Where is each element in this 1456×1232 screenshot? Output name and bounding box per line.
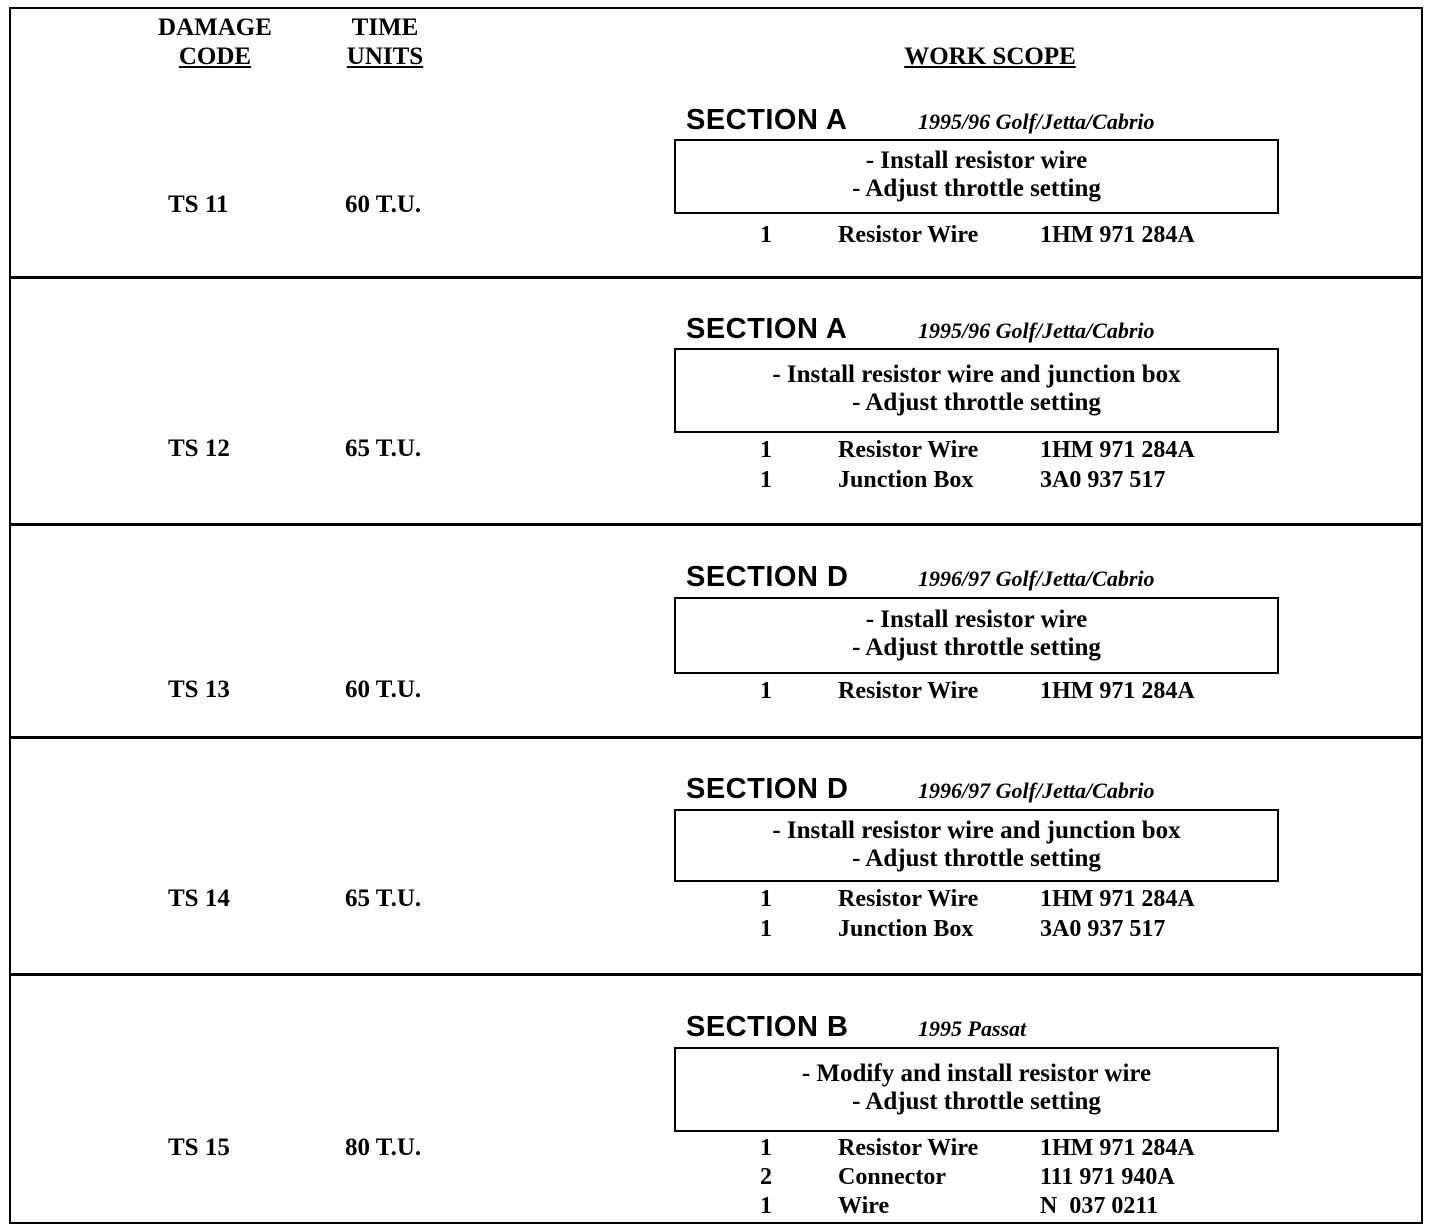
- part-qty: 1: [760, 886, 772, 912]
- section-models: 1996/97 Golf/Jetta/Cabrio: [918, 566, 1155, 591]
- section-models: 1996/97 Golf/Jetta/Cabrio: [918, 778, 1155, 803]
- part-number: 1HM 971 284A: [1040, 678, 1195, 704]
- work-scope-box: [674, 1047, 1279, 1132]
- section-heading: [686, 773, 1155, 806]
- section-label: SECTION A: [686, 313, 848, 345]
- part-number: 1HM 971 284A: [1040, 886, 1195, 912]
- damage-code: TS 15: [168, 1134, 230, 1161]
- part-qty: 1: [760, 916, 772, 942]
- part-qty: 2: [760, 1164, 772, 1190]
- scope-line: - Adjust throttle setting: [852, 634, 1101, 661]
- part-number: 1HM 971 284A: [1040, 1135, 1195, 1161]
- part-number: N 037 0211: [1040, 1193, 1159, 1219]
- damage-code: TS 13: [168, 676, 230, 703]
- work-scope-box: [674, 348, 1279, 433]
- part-name: Resistor Wire: [838, 222, 979, 248]
- part-number: 3A0 937 517: [1040, 467, 1166, 493]
- part-number: 3A0 937 517: [1040, 916, 1166, 942]
- part-name: Junction Box: [838, 467, 974, 493]
- section-heading: [686, 561, 1155, 594]
- section-models: 1995/96 Golf/Jetta/Cabrio: [918, 109, 1155, 134]
- part-name: Resistor Wire: [838, 437, 979, 463]
- scope-line: - Adjust throttle setting: [852, 845, 1101, 872]
- part-name: Wire: [838, 1193, 890, 1219]
- part-qty: 1: [760, 1135, 772, 1161]
- scope-line: - Install resistor wire and junction box: [772, 361, 1181, 388]
- scope-line: - Adjust throttle setting: [852, 1088, 1101, 1115]
- section-label: SECTION B: [686, 1011, 849, 1043]
- work-scope-header-label: WORK SCOPE: [904, 43, 1076, 70]
- scope-line: - Install resistor wire: [865, 606, 1088, 633]
- section-heading: [686, 104, 1155, 137]
- section-heading: [686, 1011, 1026, 1044]
- row-divider: [9, 973, 1423, 976]
- part-name: Junction Box: [838, 916, 974, 942]
- time-units: 60 T.U.: [345, 676, 422, 703]
- work-scope-box: [674, 139, 1279, 214]
- section-models: 1995/96 Golf/Jetta/Cabrio: [918, 318, 1155, 343]
- damage-code: TS 14: [168, 885, 230, 912]
- time-units-header-line2: UNITS: [346, 43, 424, 70]
- work-scope-box: [674, 809, 1279, 882]
- part-name: Resistor Wire: [838, 886, 979, 912]
- damage-code-header: [150, 13, 280, 71]
- section-heading: [686, 313, 1155, 346]
- time-units: 80 T.U.: [345, 1134, 422, 1161]
- time-units-header-line1: TIME: [351, 14, 419, 41]
- scope-line: - Install resistor wire: [865, 147, 1088, 174]
- damage-code-header-line2: CODE: [178, 43, 252, 70]
- part-qty: 1: [760, 437, 772, 463]
- part-qty: 1: [760, 1193, 772, 1219]
- part-name: Resistor Wire: [838, 1135, 979, 1161]
- part-qty: 1: [760, 222, 772, 248]
- row-divider: [9, 736, 1423, 739]
- time-units: 65 T.U.: [345, 885, 422, 912]
- scope-line: - Install resistor wire and junction box: [772, 817, 1181, 844]
- part-name: Resistor Wire: [838, 678, 979, 704]
- time-units: 60 T.U.: [345, 191, 422, 218]
- scope-line: - Modify and install resistor wire: [801, 1060, 1152, 1087]
- part-name: Connector: [838, 1164, 946, 1190]
- section-label: SECTION D: [686, 773, 849, 805]
- work-scope-box: [674, 597, 1279, 674]
- row-divider: [9, 523, 1423, 526]
- section-models: 1995 Passat: [918, 1016, 1027, 1041]
- part-number: 1HM 971 284A: [1040, 222, 1195, 248]
- part-number: 111 971 940A: [1040, 1164, 1175, 1190]
- section-label: SECTION D: [686, 561, 849, 593]
- damage-code: TS 11: [168, 191, 229, 218]
- part-number: 1HM 971 284A: [1040, 437, 1195, 463]
- row-divider: [9, 276, 1423, 279]
- time-units: 65 T.U.: [345, 435, 422, 462]
- scope-line: - Adjust throttle setting: [852, 389, 1101, 416]
- part-qty: 1: [760, 678, 772, 704]
- section-label: SECTION A: [686, 104, 848, 136]
- work-scope-header: [880, 42, 1100, 71]
- damage-code-header-line1: DAMAGE: [158, 14, 272, 41]
- part-qty: 1: [760, 467, 772, 493]
- damage-code: TS 12: [168, 435, 230, 462]
- time-units-header: [335, 13, 435, 71]
- scope-line: - Adjust throttle setting: [852, 175, 1101, 202]
